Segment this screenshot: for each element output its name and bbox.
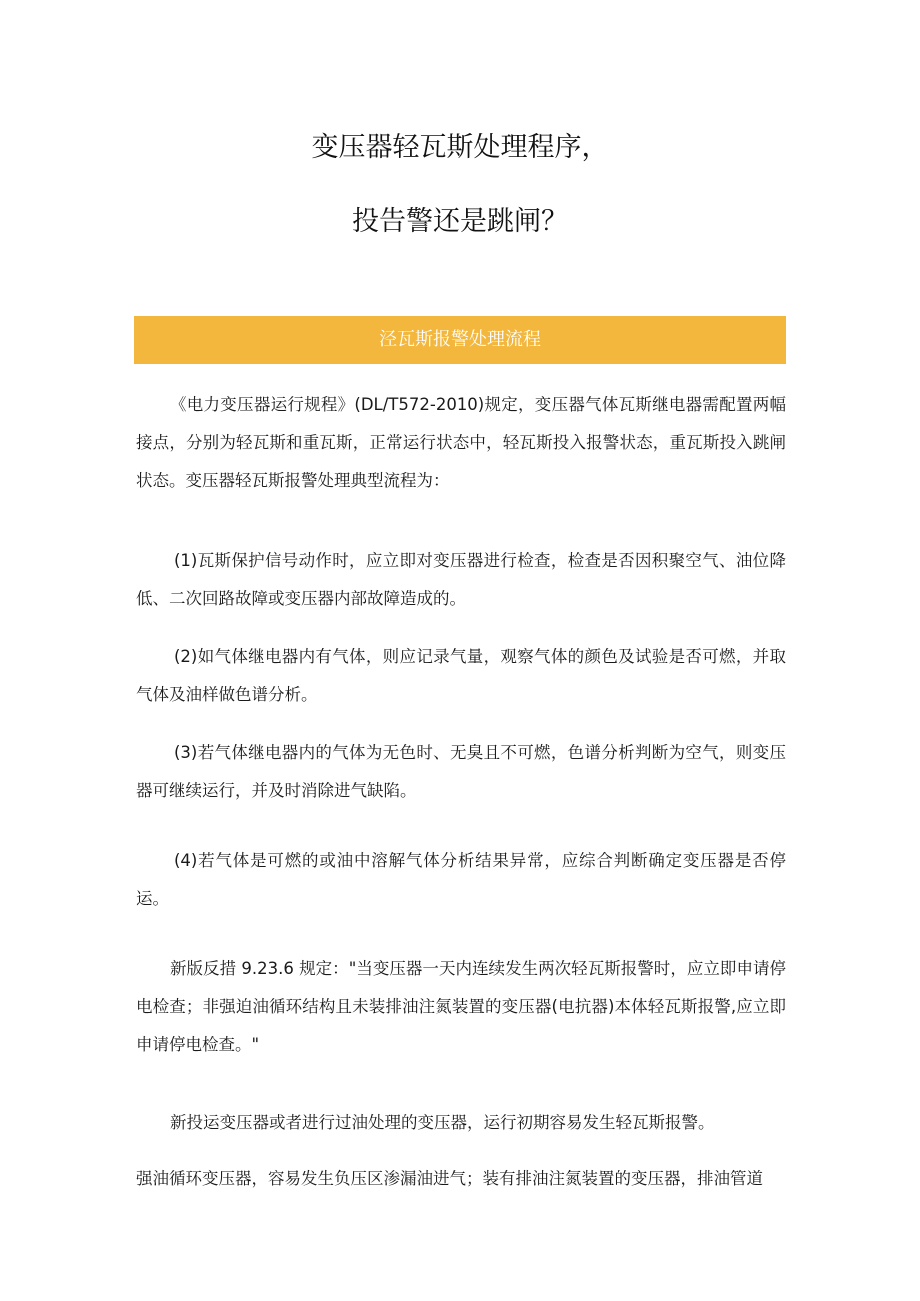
paragraph-new-transformer: 新投运变压器或者进行过油处理的变压器，运行初期容易发生轻瓦斯报警。: [170, 1113, 715, 1132]
paragraph-step-1: (1)瓦斯保护信号动作时，应立即对变压器进行检查，检查是否因积聚空气、油位降低、二次回路故障或变压器内部故障造成的。: [136, 551, 786, 608]
paragraph-anti-accident-rule: 新版反措 9.23.6 规定："当变压器一天内连续发生两次轻瓦斯报警时，应立即申请停电检查；非强迫油循环结构且未装排油注氮装置的变压器(电抗器)本体轻瓦斯报警,应立即申请停电检查。": [136, 959, 786, 1054]
document-title-line-2: 投告警还是跳闸？: [352, 206, 568, 237]
paragraph-step-2: (2)如气体继电器内有气体，则应记录气量，观察气体的颜色及试验是否可燃，并取气体及油样做色谱分析。: [136, 647, 786, 704]
paragraph-forced-oil: 强油循环变压器，容易发生负压区渗漏油进气；装有排油注氮装置的变压器，排油管道: [136, 1169, 763, 1188]
document-title-line-1: 变压器轻瓦斯处理程序，: [311, 132, 609, 163]
paragraph-step-4: (4)若气体是可燃的或油中溶解气体分析结果异常，应综合判断确定变压器是否停运。: [136, 851, 786, 908]
paragraph-regulation: 《电力变压器运行规程》(DL/T572-2010)规定，变压器气体瓦斯继电器需配置两幅接点，分别为轻瓦斯和重瓦斯，正常运行状态中，轻瓦斯投入报警状态，重瓦斯投入跳闸状态。变压器轻瓦斯报警处理典型流程为：: [136, 395, 786, 490]
section-banner: 泾瓦斯报警处理流程: [134, 316, 786, 364]
paragraph-step-3: (3)若气体继电器内的气体为无色时、无臭且不可燃，色谱分析判断为空气，则变压器可继续运行，并及时消除进气缺陷。: [136, 743, 786, 800]
